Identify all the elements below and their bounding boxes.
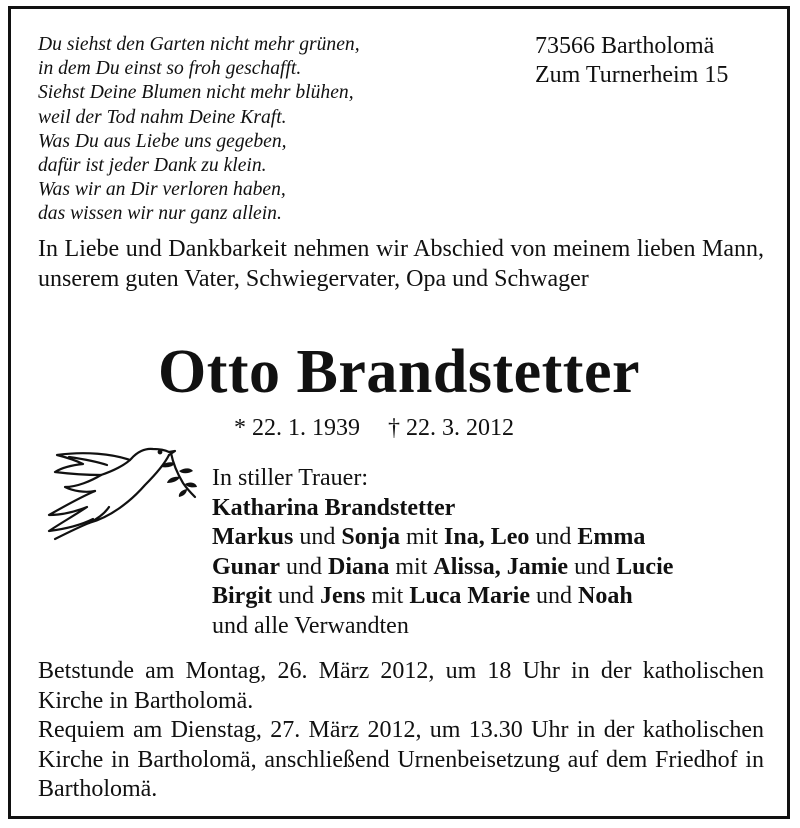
address-street: Zum Turnerheim 15 [535, 62, 729, 88]
family-member: Luca Marie [409, 583, 530, 609]
family-member: Noah [578, 583, 633, 609]
poem-line: Was wir an Dir verloren haben, [38, 179, 286, 201]
relatives-line: und alle Verwandten [212, 612, 409, 639]
requiem-service: Requiem am Dienstag, 27. März 2012, um 13.30 Uhr in der katholischen Kirche in Bartholomä, anschließend Urnenbeisetzung auf dem Friedhof in Bartholomä. [38, 717, 764, 802]
dove-with-olive-branch-icon [33, 427, 197, 542]
connector: und [280, 553, 329, 580]
connector: mit [389, 553, 434, 580]
connector: und [529, 524, 578, 550]
birth-date: * 22. 1. 1939 [234, 415, 360, 441]
farewell-intro: In Liebe und Dankbarkeit nehmen wir Abschied von meinem lieben Mann, unserem guten Vater, Schwiegervater, Opa und Schwager [38, 236, 764, 292]
family-member: Sonja [341, 524, 401, 550]
family-member: Markus [212, 524, 294, 550]
spouse-name: Katharina Brandstetter [212, 494, 456, 521]
family-member: Emma [577, 524, 646, 550]
family-address [535, 32, 728, 90]
family-member: Ina, Leo [444, 524, 530, 550]
connector: mit [365, 583, 410, 609]
connector: und [568, 553, 617, 580]
address-city: 73566 Bartholomä [535, 33, 715, 59]
family-member: Diana [328, 553, 390, 580]
family-member: Jens [320, 583, 366, 609]
mourners-list [212, 464, 673, 641]
service-details [38, 657, 764, 805]
family-member: Alissa, Jamie [433, 553, 569, 580]
family-line [212, 553, 673, 583]
family-line [212, 523, 673, 553]
prayer-service: Betstunde am Montag, 26. März 2012, um 18 Uhr in der katholischen Kirche in Bartholomä. [38, 658, 764, 714]
poem-line: Was Du aus Liebe uns gegeben, [38, 130, 287, 152]
family-member: Lucie [616, 553, 674, 580]
deceased-name: Otto Brandstetter [158, 338, 640, 406]
poem-line: dafür ist jeder Dank zu klein. [38, 155, 267, 177]
obituary-notice [8, 6, 790, 819]
family-member: Birgit [212, 583, 272, 609]
life-dates [234, 413, 514, 443]
connector: und [293, 524, 342, 550]
death-date: † 22. 3. 2012 [388, 415, 514, 441]
poem-line: Du siehst den Garten nicht mehr grünen, [38, 34, 360, 55]
family-member: Gunar [212, 553, 281, 580]
family-line [212, 582, 673, 612]
poem-line: Siehst Deine Blumen nicht mehr blühen, [38, 82, 354, 104]
connector: und [272, 583, 320, 609]
memorial-poem [38, 33, 360, 227]
connector: und [530, 583, 578, 609]
poem-line: das wissen wir nur ganz allein. [38, 203, 282, 225]
mourners-heading: In stiller Trauer: [212, 465, 368, 491]
poem-line: in dem Du einst so froh geschafft. [38, 58, 302, 80]
connector: mit [400, 524, 445, 550]
poem-line: weil der Tod nahm Deine Kraft. [38, 106, 287, 128]
